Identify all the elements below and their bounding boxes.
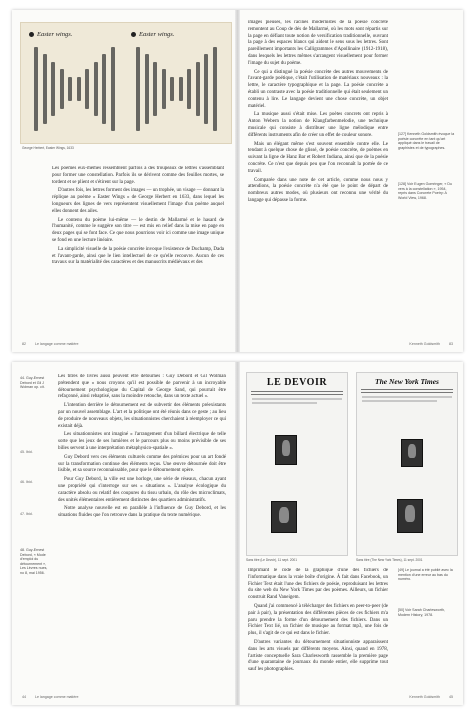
page-number: 82	[22, 342, 26, 346]
poem-line	[213, 47, 217, 131]
poem-title-right: Easter wings.	[139, 31, 175, 38]
paragraph: L'intention derrière le détournement est de subvertir des éléments préexistants par un nouvel assemblage. L'art et la politique ont été réunis dans ce geste ; au lieu de produire de nouveaux objets, les situationnistes cherchaient à réemployer ce qui existait déjà.	[58, 403, 226, 429]
poem-lines-left	[33, 45, 118, 133]
poem-line	[68, 77, 72, 102]
paragraph: Pour Guy Debord, la ville est une horloge, une série de réseaux, chacun ayant une propriété qui s'interroge sur ses « situations ». L'analyse écologique du caractère absolu ou relatif des coupures du tissu urbain, du rôle des microclimats, des unités élémentaires entièrement distinctes des quartiers administratifs.	[58, 477, 226, 503]
poem-line	[85, 69, 89, 109]
side-note: [50] Voir Sarah Charlesworth, Modern History, 1978.	[398, 608, 445, 617]
poem-line	[94, 62, 98, 117]
paragraph: Les titres de livres aussi peuvent être détournés : Guy Debord et Gil Wolman prétendent que « nous croyons qu'il est possible de parvenir à un incroyable détournement psychologique du Capital de George Sand, qui pourrait être refaçonné, ainsi rebaptisé, sans la moindre retouche, dans un texte actuel ».	[58, 374, 226, 400]
margin-note: 47. Ibid.	[20, 512, 33, 516]
paragraph: La simplicité visuelle de la poésie concrète invoque l'existence de Duchamp, Dada et l'avant-garde, ainsi que le lien intellectuel de ce qu'elle recouvre. Aucun de ces travaux sur la matérialité des caractères et des manuscrits médiévaux et des	[52, 246, 224, 266]
margin-note: 48. Guy-Ernest Debord, « Mode d'emploi du détournement », Les Lèvres nues, no 8, mai 1956.	[20, 548, 48, 575]
margin-note: 45. Ibid.	[20, 450, 33, 454]
page-footer	[22, 342, 79, 346]
paragraph: Les situationnistes ont imaginé « l'arrangement d'un billard électrique de telle sorte que les jeux de ses lumières et le parcours plus ou moins prévisible de ses billes servent à une interprétation métaphysico-spatiale ».	[58, 432, 226, 451]
newspaper-photo	[271, 501, 297, 533]
side-note: [49] Le journal a été publié avec la mention d'une erreur au bas du numéro.	[398, 568, 453, 582]
newspaper-nyt-image	[356, 372, 458, 556]
newspaper-masthead: LE DEVOIR	[266, 377, 328, 388]
bottom-book-spread	[12, 362, 463, 705]
image-caption: George Herbert, Easter Wings, 1633	[22, 146, 74, 150]
paragraph: Comparée dans une note de cet article, comme nous nous y attendions, la poésie concrète n'a été que le point de départ de nombreux autres modes, où plusieurs ont reconnu une vérité du langage qui dépasse la forme.	[248, 177, 388, 203]
newspaper-photo	[397, 499, 423, 533]
newspaper-le-devoir-image	[246, 372, 348, 556]
easter-wings-right-page	[129, 31, 224, 135]
bottom-right-page	[240, 362, 463, 705]
paragraph: Les poèmes eux-mêmes ressemblent parfois à des troupeaux de lettres s'assemblant pour former une constellation. Parfois ils se dérivent comme des feuilles mortes, se tordent et se plient et s'étirent sur la page.	[52, 166, 224, 185]
side-note: [128] Voir Eugen Gomringer, « Du vers à la constellation », 1954, repris dans Concrete Poetry: A World View, 1968.	[398, 182, 452, 200]
paragraph: Ce qui a distingué la poésie concrète des autres mouvements de l'avant-garde poétique, c'était l'utilisation de matériaux nouveaux : la lettre, le caractère typographique et la page. La poésie concrète a établi un contraste avec la poésie traditionnelle qui était seulement un contenu à lire. Le langage devient une chose concrète, un objet matériel.	[248, 69, 388, 109]
poem-line	[43, 54, 47, 124]
paragraph: D'autres variantes du détournement situationniste apparaissent dans les arts visuels par différents moyens. Ainsi, quand en 1978, l'artiste conceptuelle Sara Charlesworth rassemble la première page d'une quarantaine de journaux du monde entier, elle supprime tout sauf les photographies.	[248, 639, 388, 673]
poem-line	[153, 62, 157, 117]
margin-note: 44. Guy-Ernest Debord et Gil J Wolman op. cit.	[20, 376, 45, 390]
paragraph: Mais un élégant même s'est souvent ensemble contre elle. Le tendant à quelque chose de glissé, de poésie concrète, de poèmes en suivant la ligne de Hanz Bar et Robert Indiana, ainsi que de la poésie concrète. Ce n'est que depuis peu que l'on reconnaît la portée de ce travail.	[248, 141, 388, 174]
poem-line	[34, 47, 38, 131]
poem-line	[111, 47, 115, 131]
page-number: 83	[449, 342, 453, 346]
page-footer	[409, 695, 453, 699]
poem-line	[51, 62, 55, 117]
poem-line	[187, 69, 191, 109]
moon-glyph-icon	[131, 32, 136, 37]
image-caption: Sans titre (Le Devoir), 11 sept. 2001	[246, 558, 297, 562]
paragraph: La musique aussi s'était mise. Les poètes concrets ont repris à Anton Webern la notion de Klangfarbenmelodie, une technique musicale qui consiste à distribuer une ligne mélodique entre différents instruments afin de créer un effet de couleur sonore.	[248, 112, 388, 138]
running-title: Le langage comme matière	[35, 695, 79, 699]
paragraph: Quand j'ai commencé à télécharger des fichiers en peer-to-peer (de pair à pair), la présentation des différentes pièces de ces fichiers m'a paru prendre la forme d'un détournement des fichiers. Dans un Fichier Text lié, un fichier de musique au format mp3, une fois de plus, il s'agit de ce qui est dans le fichier.	[248, 603, 388, 637]
poem-line	[77, 77, 81, 102]
running-title: Le langage comme matière	[35, 342, 79, 346]
paragraph: Guy Debord vers ces éléments culturels comme des prémices pour un art fondé sur la transformation continue des éléments reçus. Une œuvre détournée doit être lisible, et sa source reconnaissable, pour que le détournement opère.	[58, 454, 226, 474]
easter-wings-left-page	[27, 31, 122, 135]
paragraph: Le contenu du poème lui-même — le destin de Mallarmé et le hasard de l'humanité, comme le suggère son titre — est mis en relief dans la mise en page en deux pages qui se font face. Ce que nous pourrions voir ici comme une image unique se fond en une lecture linéaire.	[52, 217, 224, 243]
poem-line	[136, 47, 140, 131]
body-text	[248, 568, 388, 690]
bottom-left-page	[12, 362, 235, 705]
image-caption: Sans titre (The New York Times), 11 sept. 2001	[356, 558, 423, 562]
poem-line	[145, 54, 149, 124]
page-number: 45	[449, 695, 453, 699]
body-text	[248, 20, 388, 338]
poem-line	[60, 69, 64, 109]
page-footer	[409, 342, 453, 346]
top-left-page	[12, 10, 235, 352]
poem-lines-right	[135, 45, 220, 133]
page-footer	[22, 695, 79, 699]
paragraph: Notre analyse nouvelle est en parallèle à l'influence de Guy Debord, et les situations fluides que l'on retrouve dans la pratique du texte numérique.	[58, 506, 226, 519]
newspaper-photo	[275, 435, 297, 465]
poem-line	[170, 77, 174, 102]
paragraph: images pieuses, les racines modernistes de la poésie concrète remontent au Coup de dés de Mallarmé, où les mots sont répartis sur la page en défiant toute notion de versification traditionnelle, ouvrant la page à des espaces blancs qui aident le sens sous les lettres. Sont pareillement importants les Calligrammes d'Apollinaire (1912-1918), dans lesquels les lettres mêmes s'arrangent visuellement pour former l'image du sujet du poème.	[248, 20, 388, 66]
easter-wings-image	[20, 22, 232, 144]
page-number: 44	[22, 695, 26, 699]
paragraph: Imprimant le code de la graphique d'une des fichiers de l'informatique dans la vraie boîte d'origine. À fait dans Facebook, un Fichier Text était l'une des fichiers de poésie, reproduisant les lettres du site web du New York Times par des poèmes. Ailleurs, un fichier construit Rand Vaneigem.	[248, 568, 388, 601]
poem-line	[179, 77, 183, 102]
poem-line	[196, 62, 200, 117]
margin-note: 46. Ibid.	[20, 480, 33, 484]
poem-line	[204, 54, 208, 124]
running-title: Kenneth Goldsmith	[409, 342, 440, 346]
moon-glyph-icon	[29, 32, 34, 37]
poem-title-left: Easter wings.	[37, 31, 73, 38]
top-book-spread	[12, 10, 463, 352]
newspaper-photo	[401, 439, 423, 467]
running-title: Kenneth Goldsmith	[409, 695, 440, 699]
poem-line	[162, 69, 166, 109]
top-right-page	[240, 10, 463, 352]
body-text	[58, 374, 226, 689]
body-text	[52, 166, 224, 331]
side-note: [127] Kenneth Goldsmith évoque la poésie concrète en tant qu'art appliqué dans le travail de graphistes et de typographes.	[398, 132, 455, 150]
newspaper-masthead: The New York Times	[375, 377, 439, 386]
paragraph: D'autres fois, les lettres forment des images — un trophée, un visage — donnant la réplique au poème « Easter Wings » de George Herbert en 1633, dans lequel les longueurs des lignes de vers représentent visuellement l'image d'un poème auquel elles donnent des ailes.	[52, 188, 224, 214]
poem-line	[102, 54, 106, 124]
